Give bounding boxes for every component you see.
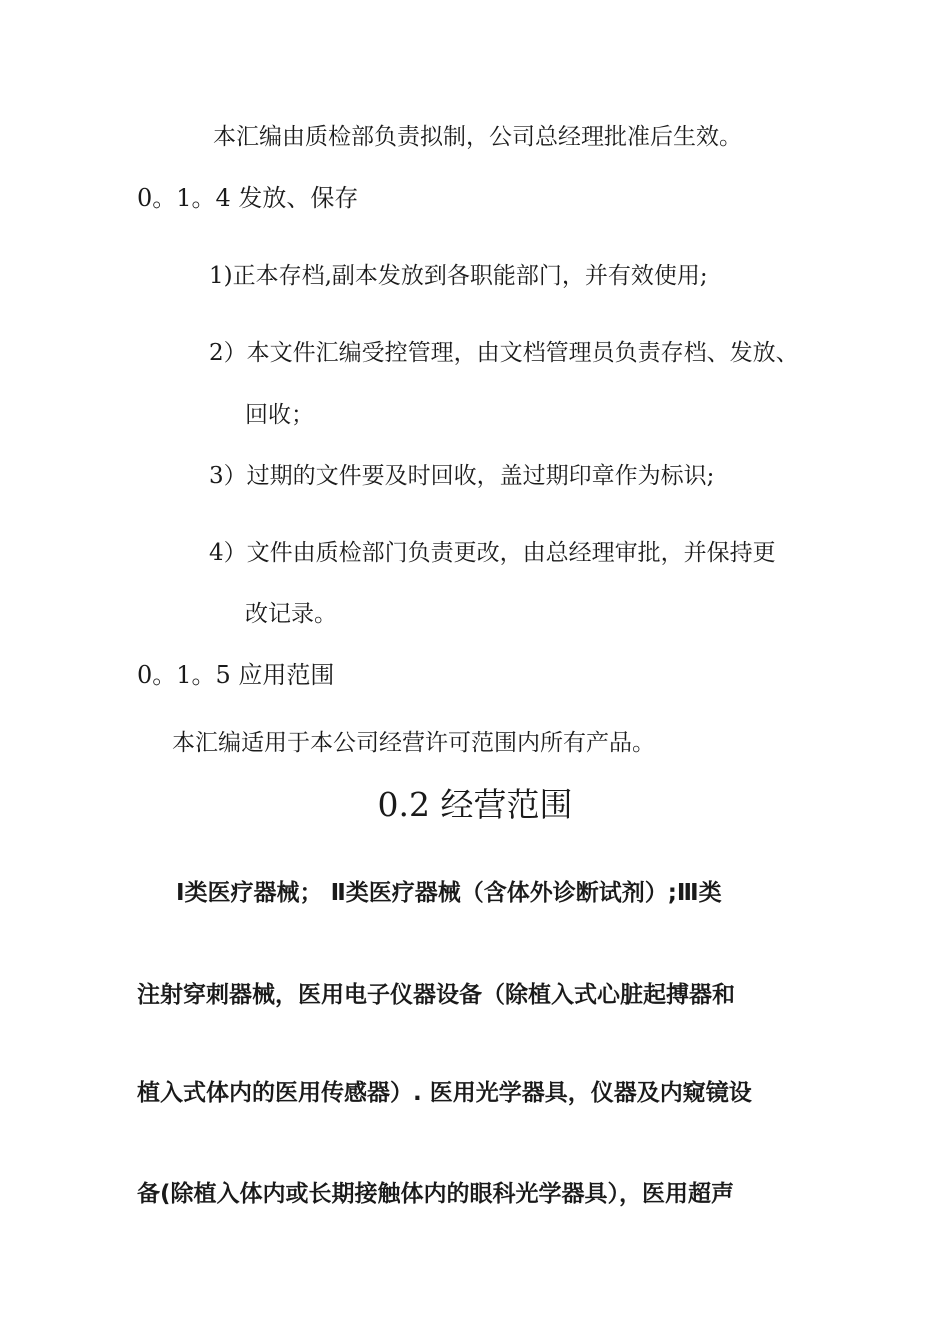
business-scope-line-4: 备(除植入体内或长期接触体内的眼科光学器具），医用超声 <box>137 1181 735 1207</box>
business-scope-line-3: 植入式体内的医用传感器）. 医用光学器具，仪器及内窥镜设 <box>137 1080 752 1106</box>
list-item-2: 2）本文件汇编受控管理，由文档管理员负责存档、发放、 <box>209 340 799 366</box>
approval-paragraph: 本汇编由质检部负责拟制，公司总经理批准后生效。 <box>213 124 742 150</box>
business-scope-line-2: 注射穿刺器械，医用电子仪器设备（除植入式心脏起搏器和 <box>137 982 735 1008</box>
list-item-1: 1)正本存档,副本发放到各职能部门，并有效使用; <box>209 263 708 289</box>
section-heading-0-1-5: 0。1。5 应用范围 <box>137 661 335 689</box>
scope-paragraph: 本汇编适用于本公司经营许可范围内所有产品。 <box>172 730 655 756</box>
section-heading-0-1-4: 0。1。4 发放、保存 <box>137 184 359 212</box>
section-title-0-2: 0.2 经营范围 <box>377 785 573 824</box>
list-item-4: 4）文件由质检部门负责更改，由总经理审批，并保持更 <box>209 540 776 566</box>
list-item-2-continuation: 回收； <box>245 402 314 428</box>
business-scope-line-1: Ⅰ类医疗器械； Ⅱ类医疗器械（含体外诊断试剂）;Ⅲ类 <box>176 880 722 906</box>
list-item-3: 3）过期的文件要及时回收，盖过期印章作为标识; <box>209 463 715 489</box>
list-item-4-continuation: 改记录。 <box>245 601 337 627</box>
